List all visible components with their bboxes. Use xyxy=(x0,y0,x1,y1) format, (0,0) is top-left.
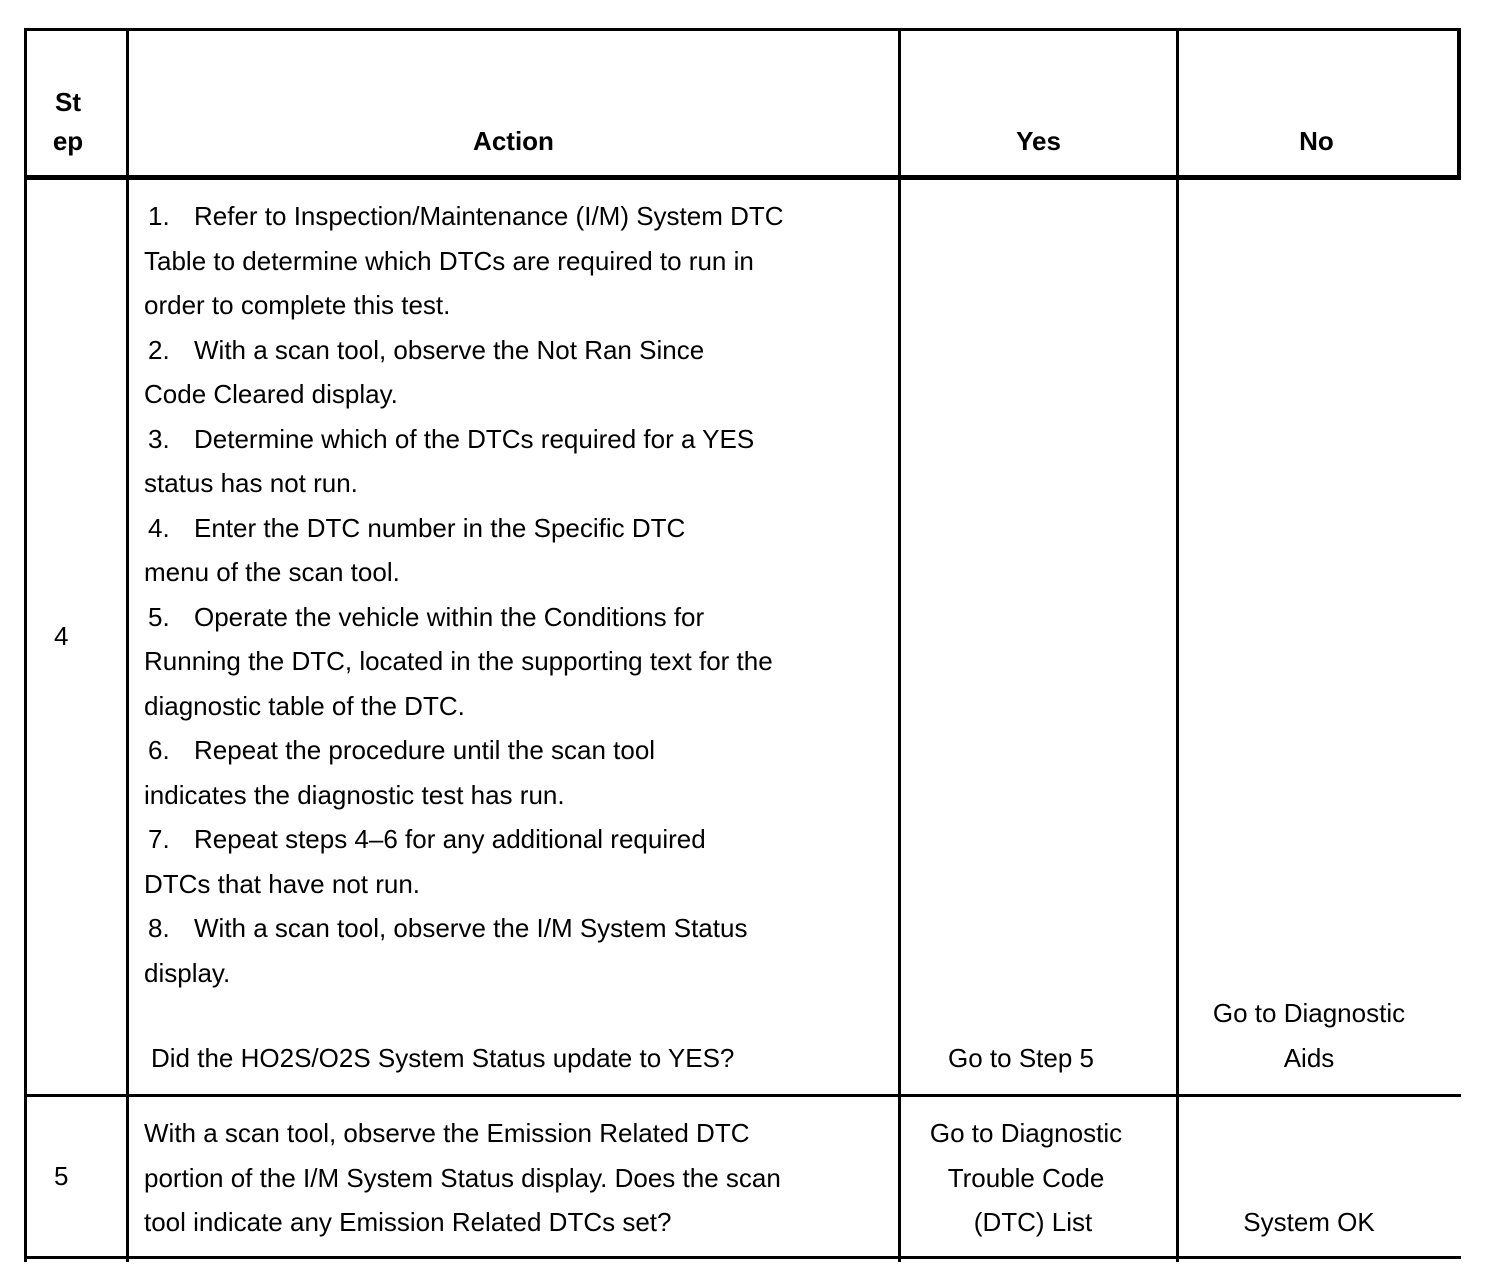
list-number: 2. xyxy=(148,334,170,365)
action-line: tool indicate any Emission Related DTCs set? xyxy=(144,1207,672,1237)
list-number: 3. xyxy=(148,423,170,454)
header-step-line1: St xyxy=(55,87,81,117)
row4-no-line1: Go to Diagnostic xyxy=(1212,998,1406,1028)
table-bottom-border xyxy=(24,1256,1461,1259)
table-top-border xyxy=(24,28,1461,31)
action-line xyxy=(144,506,784,551)
list-number: 5. xyxy=(148,601,170,632)
header-no: No xyxy=(1299,126,1334,156)
row4-no-line2: Aids xyxy=(1283,1042,1335,1073)
action-line xyxy=(144,906,784,951)
action-line: status has not run. xyxy=(144,468,358,498)
list-text: With a scan tool, observe the Not Ran Since xyxy=(194,334,705,365)
list-number: 6. xyxy=(148,735,170,765)
list-number: 7. xyxy=(148,824,170,854)
action-line: Table to determine which DTCs are required to run in xyxy=(144,245,754,276)
row5-yes xyxy=(901,1111,1151,1245)
action-line: diagnostic table of the DTC. xyxy=(144,690,465,721)
list-text: Repeat the procedure until the scan tool xyxy=(194,735,656,765)
col-divider-step xyxy=(126,28,129,1262)
row5-yes-line: Trouble Code xyxy=(947,1162,1105,1193)
list-text: Determine which of the DTCs required for a YES xyxy=(194,423,755,454)
table-left-border xyxy=(24,28,27,1262)
row4-no xyxy=(1179,991,1439,1080)
list-text: Repeat steps 4–6 for any additional required xyxy=(194,824,706,854)
diagnostic-table xyxy=(24,28,1461,1262)
list-text: Enter the DTC number in the Specific DTC xyxy=(194,512,686,543)
action-line xyxy=(144,595,784,640)
action-line: Running the DTC, located in the supporting text for the xyxy=(144,646,773,676)
row5-step: 5 xyxy=(54,1161,69,1191)
row4-action-list xyxy=(144,194,784,995)
row5-no: System OK xyxy=(1243,1207,1375,1237)
row5-action xyxy=(144,1111,781,1245)
action-line xyxy=(144,417,784,462)
row5-yes-line: Go to Diagnostic xyxy=(929,1118,1123,1148)
action-line: With a scan tool, observe the Emission Related DTC xyxy=(144,1118,750,1148)
header-yes: Yes xyxy=(1016,126,1061,156)
row4-question: Did the HO2S/O2S System Status update to YES? xyxy=(151,1043,735,1073)
action-line: indicates the diagnostic test has run. xyxy=(144,779,565,810)
action-line xyxy=(144,194,784,239)
row4-yes: Go to Step 5 xyxy=(948,1043,1094,1073)
action-line: DTCs that have not run. xyxy=(144,868,421,899)
action-line: portion of the I/M System Status display. Does the scan xyxy=(144,1162,781,1193)
action-line xyxy=(144,728,784,773)
action-line: display. xyxy=(144,957,231,988)
action-line xyxy=(144,817,784,862)
action-line: menu of the scan tool. xyxy=(144,557,400,587)
list-number: 8. xyxy=(148,913,170,943)
list-number: 4. xyxy=(148,512,170,543)
header-bottom-border xyxy=(24,175,1461,180)
header-step xyxy=(27,83,109,161)
table-right-border xyxy=(1457,28,1461,178)
list-number: 1. xyxy=(148,201,170,231)
header-action: Action xyxy=(473,126,554,156)
header-step-line2: ep xyxy=(52,126,84,156)
action-line: Code Cleared display. xyxy=(144,379,398,409)
list-text: Refer to Inspection/Maintenance (I/M) System DTC xyxy=(194,201,784,231)
row4-step: 4 xyxy=(54,621,69,651)
action-line: order to complete this test. xyxy=(144,290,451,320)
row-divider xyxy=(24,1094,1461,1097)
action-line xyxy=(144,328,784,373)
row5-yes-line: (DTC) List xyxy=(973,1207,1093,1237)
list-text: Operate the vehicle within the Conditions for xyxy=(194,601,705,632)
list-text: With a scan tool, observe the I/M System Status xyxy=(194,913,748,943)
